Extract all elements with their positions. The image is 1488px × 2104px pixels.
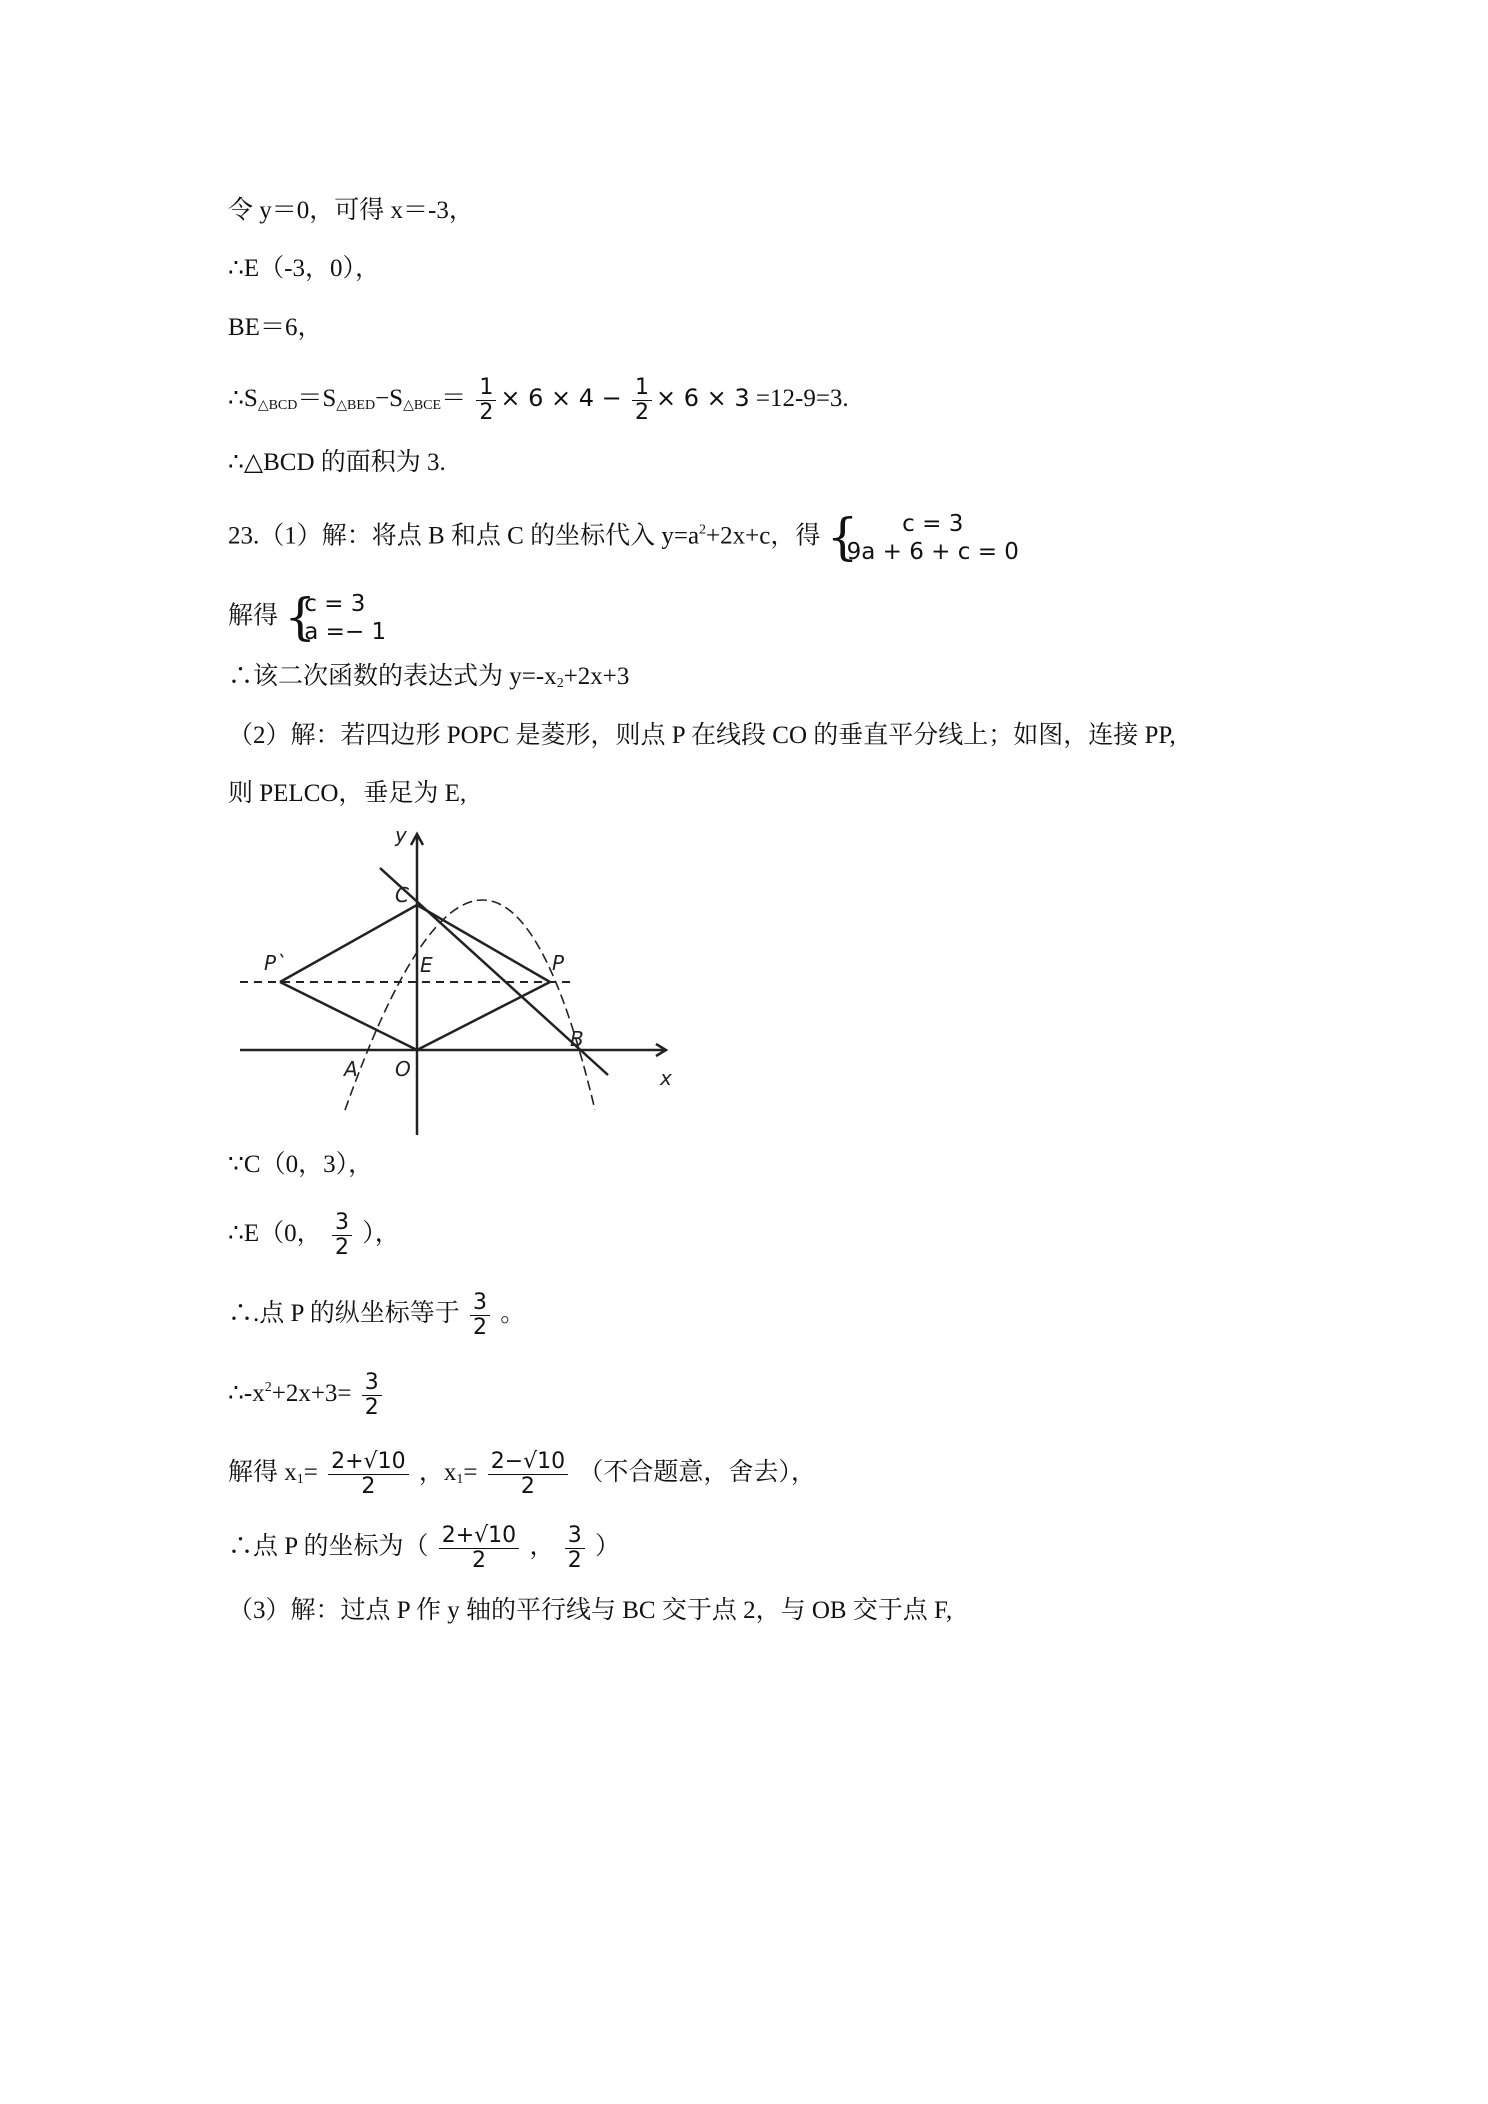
equation-system: { c = 3 9a + 6 + c = 0 <box>826 508 1019 566</box>
label-p: P <box>552 951 565 975</box>
question-23-line: 23.（1）解：将点 B 和点 C 的坐标代入 $y=a^2+2x+c$，得 { c = 3 9a + 6 + c = 0 <box>228 508 1019 566</box>
geometry-figure <box>240 830 680 1135</box>
text-line-2: ∴E（-3，0）， <box>228 255 381 282</box>
area-formula-line: $\therefore S_{\triangle BCD}=S_{\triangle BED}-S_{\triangle BCE}=$ $\frac{1}{2}$ × 6 × 4 − $\frac{1}{2}$ × 6 × 3 =12-9=3. <box>228 375 849 425</box>
fraction: $\frac{2+√10}{2}$ <box>439 1524 519 1573</box>
fraction: $\frac{3}{2}$ <box>565 1524 585 1573</box>
point-e-line: ∴E（0， $\frac{3}{2}$ ）， <box>228 1210 400 1260</box>
label-y: y <box>395 830 407 847</box>
segment-o-p <box>417 982 550 1050</box>
segment-pprime-o <box>280 982 417 1050</box>
fraction: $\frac{1}{2}$ <box>476 376 496 425</box>
text-line-17: （3）解：过点 P 作 y 轴的平行线与 BC 交于点 2，与 OB 交于点 F, <box>228 1597 953 1624</box>
segment-c-p <box>417 905 550 982</box>
text-line-3: BE＝6， <box>228 314 323 341</box>
label-e: E <box>420 953 433 977</box>
text-line-11: ∵C（0，3）， <box>228 1151 374 1178</box>
text-line-9: （2）解：若四边形 POPC 是菱形，则点 P 在线段 CO 的垂直平分线上；如图，连接 PP, <box>228 722 1176 749</box>
text-line-10: 则 PELCO，垂足为 E, <box>228 780 467 807</box>
equation-system: { c = 3 a =− 1 <box>284 588 387 646</box>
fraction: $\frac{3}{2}$ <box>470 1291 490 1340</box>
label-b: B <box>570 1027 584 1051</box>
fraction: $\frac{3}{2}$ <box>332 1211 352 1260</box>
text-line-5: ∴△BCD 的面积为 3. <box>228 449 446 476</box>
label-o: O <box>395 1057 411 1081</box>
text-line-1: 令 y＝0，可得 x＝-3， <box>228 197 474 224</box>
label-x: x <box>660 1066 672 1090</box>
solution-line: 解得 { c = 3 a =− 1 <box>228 588 387 646</box>
fraction: $\frac{3}{2}$ <box>362 1371 382 1420</box>
fraction: $\frac{2-√10}{2}$ <box>488 1450 568 1499</box>
segment-pprime-c <box>280 905 417 982</box>
fraction: $\frac{2+√10}{2}$ <box>328 1450 408 1499</box>
roots-line: 解得 $x_1=$ $\frac{2+√10}{2}$ ，$x_1=$ $\frac{2-√10}{2}$ （不合题意，舍去）， <box>228 1449 816 1499</box>
equation-line: $\therefore-x^2+2x+3=$ $\frac{3}{2}$ <box>228 1371 386 1420</box>
fraction: $\frac{1}{2}$ <box>632 376 652 425</box>
parabola <box>345 900 595 1110</box>
label-p-prime: P` <box>264 951 287 975</box>
label-a: A <box>344 1057 358 1081</box>
label-c: C <box>395 883 409 907</box>
ordinate-line: ∴.点 P 的纵坐标等于 $\frac{3}{2}$ 。 <box>228 1290 526 1340</box>
point-p-line: ∴点 P 的坐标为（ $\frac{2+√10}{2}$ ， $\frac{3}{2}$ ） <box>228 1523 620 1573</box>
expression-line: ∴该二次函数的表达式为 $y=-x_2+2x+3$ <box>228 663 630 691</box>
